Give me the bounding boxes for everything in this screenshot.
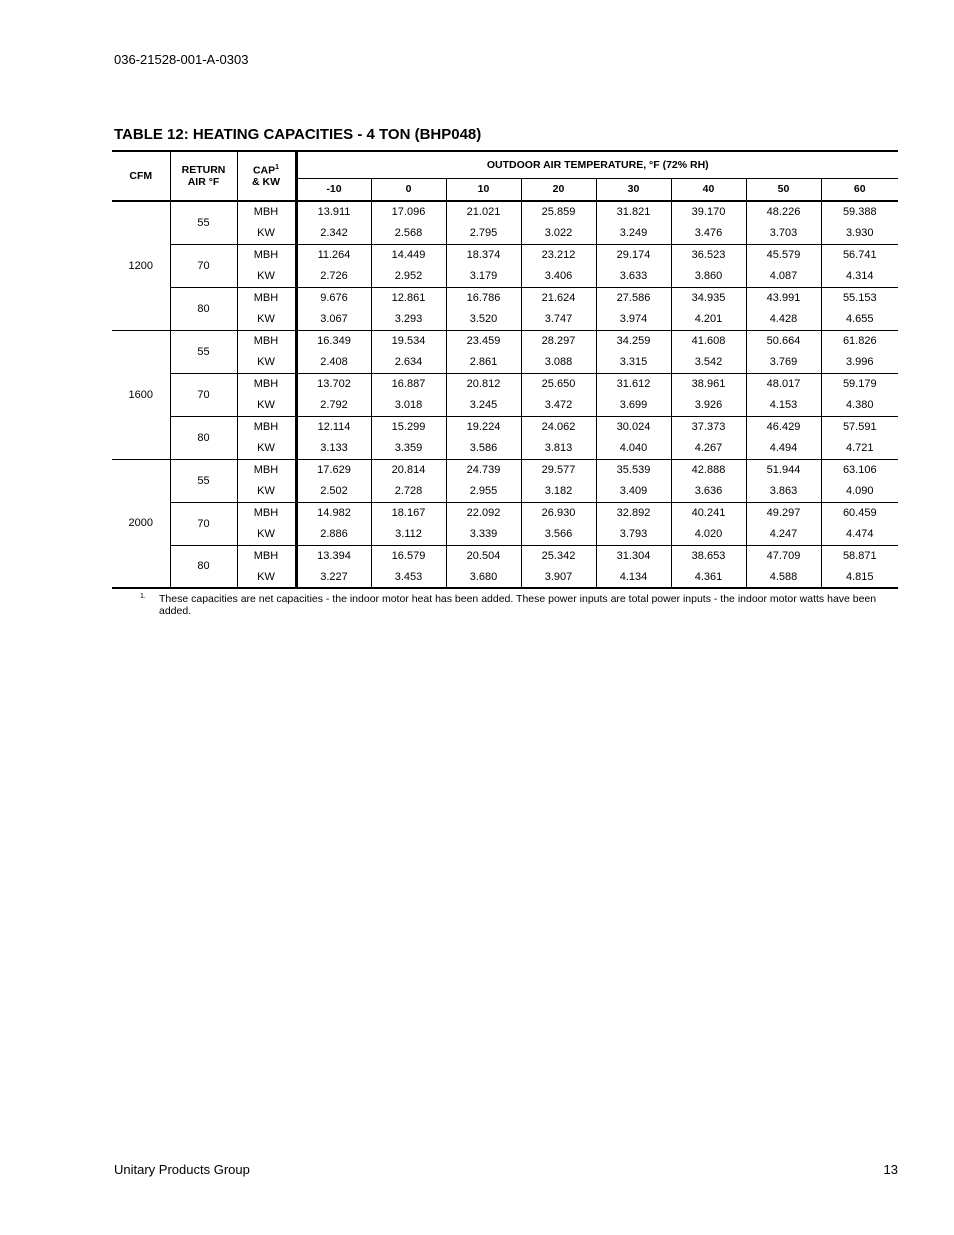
kw-value-cell: 3.227 [296,567,371,589]
mbh-value-cell: 31.821 [596,201,671,223]
mbh-value-cell: 21.624 [521,287,596,309]
kw-value-cell: 3.018 [371,395,446,417]
header-temp: 20 [521,178,596,201]
kw-value-cell: 4.020 [671,524,746,546]
mbh-value-cell: 34.259 [596,330,671,352]
header-return-air [170,151,237,201]
mbh-value-cell: 20.504 [446,545,521,567]
mbh-value-cell: 22.092 [446,502,521,524]
kw-value-cell: 2.634 [371,352,446,374]
kw-value-cell: 3.542 [671,352,746,374]
mbh-value-cell: 17.629 [296,459,371,481]
mbh-value-cell: 18.374 [446,244,521,266]
kw-value-cell: 3.520 [446,309,521,331]
mbh-value-cell: 31.612 [596,373,671,395]
mbh-value-cell: 16.349 [296,330,371,352]
kw-value-cell: 3.182 [521,481,596,503]
kw-value-cell: 2.568 [371,223,446,245]
mbh-value-cell: 35.539 [596,459,671,481]
mbh-label-cell: MBH [237,459,296,481]
kw-value-cell: 3.315 [596,352,671,374]
header-cap-kw [237,151,296,201]
mbh-value-cell: 23.212 [521,244,596,266]
kw-value-cell: 2.726 [296,266,371,288]
cfm-cell: 1600 [112,330,170,459]
header-temp: -10 [296,178,371,201]
mbh-value-cell: 28.297 [521,330,596,352]
mbh-value-cell: 38.961 [671,373,746,395]
mbh-value-cell: 25.859 [521,201,596,223]
kw-value-cell: 3.249 [596,223,671,245]
kw-value-cell: 3.907 [521,567,596,589]
kw-label-cell: KW [237,352,296,374]
kw-value-cell: 3.112 [371,524,446,546]
kw-value-cell: 3.406 [521,266,596,288]
mbh-label-cell: MBH [237,201,296,223]
cfm-cell: 2000 [112,459,170,588]
mbh-value-cell: 17.096 [371,201,446,223]
mbh-value-cell: 21.021 [446,201,521,223]
kw-label-cell: KW [237,524,296,546]
mbh-value-cell: 48.017 [746,373,821,395]
kw-value-cell: 3.813 [521,438,596,460]
kw-value-cell: 3.747 [521,309,596,331]
kw-value-cell: 3.586 [446,438,521,460]
mbh-label-cell: MBH [237,416,296,438]
mbh-value-cell: 50.664 [746,330,821,352]
kw-value-cell: 4.314 [821,266,898,288]
return-air-cell: 55 [170,330,237,373]
return-air-cell: 70 [170,373,237,416]
mbh-value-cell: 42.888 [671,459,746,481]
mbh-value-cell: 24.739 [446,459,521,481]
mbh-value-cell: 9.676 [296,287,371,309]
kw-value-cell: 4.474 [821,524,898,546]
kw-value-cell: 2.408 [296,352,371,374]
mbh-label-cell: MBH [237,502,296,524]
kw-value-cell: 3.293 [371,309,446,331]
header-temp: 40 [671,178,746,201]
mbh-value-cell: 46.429 [746,416,821,438]
footnote-text: These capacities are net capacities - the indoor motor heat has been added. These power inputs are total power inputs - the indoor motor watts have been added. [159,593,877,617]
mbh-label-cell: MBH [237,287,296,309]
mbh-value-cell: 15.299 [371,416,446,438]
kw-value-cell: 3.863 [746,481,821,503]
mbh-value-cell: 38.653 [671,545,746,567]
mbh-value-cell: 34.935 [671,287,746,309]
footnote [140,593,880,617]
mbh-value-cell: 19.534 [371,330,446,352]
mbh-value-cell: 12.861 [371,287,446,309]
kw-value-cell: 3.088 [521,352,596,374]
mbh-value-cell: 60.459 [842,507,877,519]
kw-value-cell: 3.996 [821,352,898,374]
mbh-value-cell: 16.579 [371,545,446,567]
mbh-value-cell: 29.577 [521,459,596,481]
kw-value-cell: 2.728 [371,481,446,503]
kw-value-cell: 3.769 [746,352,821,374]
kw-value-cell: 4.380 [821,395,898,417]
table-row [112,502,898,524]
kw-label-cell: KW [237,223,296,245]
kw-value-cell: 3.409 [596,481,671,503]
header-return-air-line2: AIR °F [187,176,220,188]
header-return-air-line1: RETURN [181,164,226,176]
mbh-value-cell: 14.982 [296,502,371,524]
mbh-value-cell: 48.226 [746,201,821,223]
kw-label-cell: KW [237,567,296,589]
kw-label-cell: KW [237,481,296,503]
table-row [112,330,898,352]
header-temp: 30 [596,178,671,201]
mbh-value-cell: 45.579 [746,244,821,266]
kw-value-cell: 3.339 [446,524,521,546]
mbh-value-cell: 18.167 [371,502,446,524]
kw-label-cell: KW [237,438,296,460]
return-air-cell: 70 [170,502,237,545]
mbh-value-cell: 36.523 [671,244,746,266]
mbh-label-cell: MBH [237,545,296,567]
table-row [112,545,898,567]
header-temp: 10 [446,178,521,201]
kw-value-cell: 2.886 [296,524,371,546]
kw-value-cell: 2.955 [446,481,521,503]
kw-value-cell: 3.359 [371,438,446,460]
kw-value-cell: 3.472 [521,395,596,417]
kw-value-cell: 4.201 [671,309,746,331]
footnote-mark: 1. [140,593,146,600]
kw-value-cell: 3.633 [596,266,671,288]
return-air-cell: 80 [170,545,237,588]
mbh-value-cell: 55.153 [842,292,877,304]
mbh-value-cell: 56.741 [842,249,877,261]
mbh-value-cell: 59.388 [842,206,877,219]
kw-value-cell: 3.926 [671,395,746,417]
kw-value-cell: 3.680 [446,567,521,589]
return-air-cell: 70 [170,244,237,287]
mbh-value-cell: 41.608 [671,330,746,352]
mbh-label-cell: MBH [237,244,296,266]
mbh-value-cell: 58.871 [842,550,877,562]
mbh-value-cell: 32.892 [596,502,671,524]
table-row [112,459,898,481]
kw-label-cell: KW [237,266,296,288]
mbh-value-cell: 40.241 [671,502,746,524]
page-number: 13 [883,1162,898,1177]
kw-value-cell: 2.792 [296,395,371,417]
header-cap-line1: CAP [252,164,276,177]
kw-value-cell: 2.952 [371,266,446,288]
mbh-value-cell: 13.911 [296,201,371,223]
header-cfm: CFM [112,151,170,201]
mbh-value-cell: 27.586 [596,287,671,309]
table-row [112,416,898,438]
return-air-cell: 55 [170,201,237,244]
table-row [112,287,898,309]
cfm-cell: 1200 [112,201,170,330]
kw-value-cell: 2.502 [296,481,371,503]
kw-label-cell: KW [237,309,296,331]
mbh-value-cell: 16.887 [371,373,446,395]
kw-value-cell: 2.795 [446,223,521,245]
kw-value-cell: 4.247 [746,524,821,546]
table-row [112,244,898,266]
kw-value-cell: 3.930 [821,223,898,245]
kw-value-cell: 3.793 [596,524,671,546]
mbh-value-cell: 39.170 [671,201,746,223]
table-row [112,201,898,223]
kw-value-cell: 3.453 [371,567,446,589]
return-air-cell: 55 [170,459,237,502]
kw-value-cell: 3.022 [521,223,596,245]
kw-value-cell: 4.815 [821,567,898,589]
mbh-value-cell: 61.826 [842,335,877,347]
mbh-label-cell: MBH [237,373,296,395]
kw-value-cell: 3.179 [446,266,521,288]
mbh-value-cell: 24.062 [521,416,596,438]
footnote-ref: 1 [275,163,280,171]
kw-value-cell: 4.361 [671,567,746,589]
header-temp: 50 [746,178,821,201]
mbh-value-cell: 20.812 [446,373,521,395]
kw-value-cell: 4.655 [821,309,898,331]
kw-value-cell: 4.153 [746,395,821,417]
document-id: 036-21528-001-A-0303 [114,52,249,67]
mbh-value-cell: 16.786 [446,287,521,309]
table-title: TABLE 12: HEATING CAPACITIES - 4 TON (BHP048) [114,126,482,143]
mbh-value-cell: 47.709 [746,545,821,567]
footer-company: Unitary Products Group [114,1162,250,1177]
kw-label-cell: KW [237,395,296,417]
mbh-value-cell: 37.373 [671,416,746,438]
mbh-value-cell: 19.224 [446,416,521,438]
kw-value-cell: 4.087 [746,266,821,288]
kw-value-cell: 2.342 [296,223,371,245]
kw-value-cell: 4.267 [671,438,746,460]
kw-value-cell: 4.134 [596,567,671,589]
kw-value-cell: 3.067 [296,309,371,331]
mbh-value-cell: 59.179 [842,378,877,390]
mbh-value-cell: 20.814 [371,459,446,481]
kw-value-cell: 3.860 [671,266,746,288]
mbh-value-cell: 30.024 [596,416,671,438]
mbh-value-cell: 25.650 [521,373,596,395]
kw-value-cell: 3.974 [596,309,671,331]
mbh-value-cell: 26.930 [521,502,596,524]
mbh-value-cell: 13.702 [296,373,371,395]
mbh-value-cell: 43.991 [746,287,821,309]
kw-value-cell: 3.699 [596,395,671,417]
mbh-value-cell: 29.174 [596,244,671,266]
kw-value-cell: 3.566 [521,524,596,546]
mbh-value-cell: 57.591 [842,421,877,433]
kw-value-cell: 4.721 [821,438,898,460]
mbh-value-cell: 23.459 [446,330,521,352]
heating-capacities-table [112,150,898,589]
kw-value-cell: 4.040 [596,438,671,460]
kw-value-cell: 3.703 [746,223,821,245]
kw-value-cell: 4.588 [746,567,821,589]
mbh-value-cell: 25.342 [521,545,596,567]
kw-value-cell: 4.494 [746,438,821,460]
return-air-cell: 80 [170,287,237,330]
header-cap-line2: & KW [252,176,280,189]
kw-value-cell: 4.428 [746,309,821,331]
mbh-value-cell: 63.106 [842,464,877,476]
mbh-value-cell: 31.304 [596,545,671,567]
return-air-cell: 80 [170,416,237,459]
header-temp: 0 [371,178,446,201]
kw-value-cell: 3.133 [296,438,371,460]
mbh-value-cell: 14.449 [371,244,446,266]
header-outdoor-air-temperature: OUTDOOR AIR TEMPERATURE, °F (72% RH) [296,151,898,178]
kw-value-cell: 4.090 [821,481,898,503]
mbh-value-cell: 49.297 [746,502,821,524]
kw-value-cell: 3.245 [446,395,521,417]
mbh-value-cell: 13.394 [296,545,371,567]
header-temp: 60 [821,178,898,201]
mbh-label-cell: MBH [237,330,296,352]
mbh-value-cell: 51.944 [746,459,821,481]
kw-value-cell: 3.476 [671,223,746,245]
table-row [112,373,898,395]
kw-value-cell: 2.861 [446,352,521,374]
mbh-value-cell: 12.114 [296,416,371,438]
mbh-value-cell: 11.264 [296,244,371,266]
kw-value-cell: 3.636 [671,481,746,503]
